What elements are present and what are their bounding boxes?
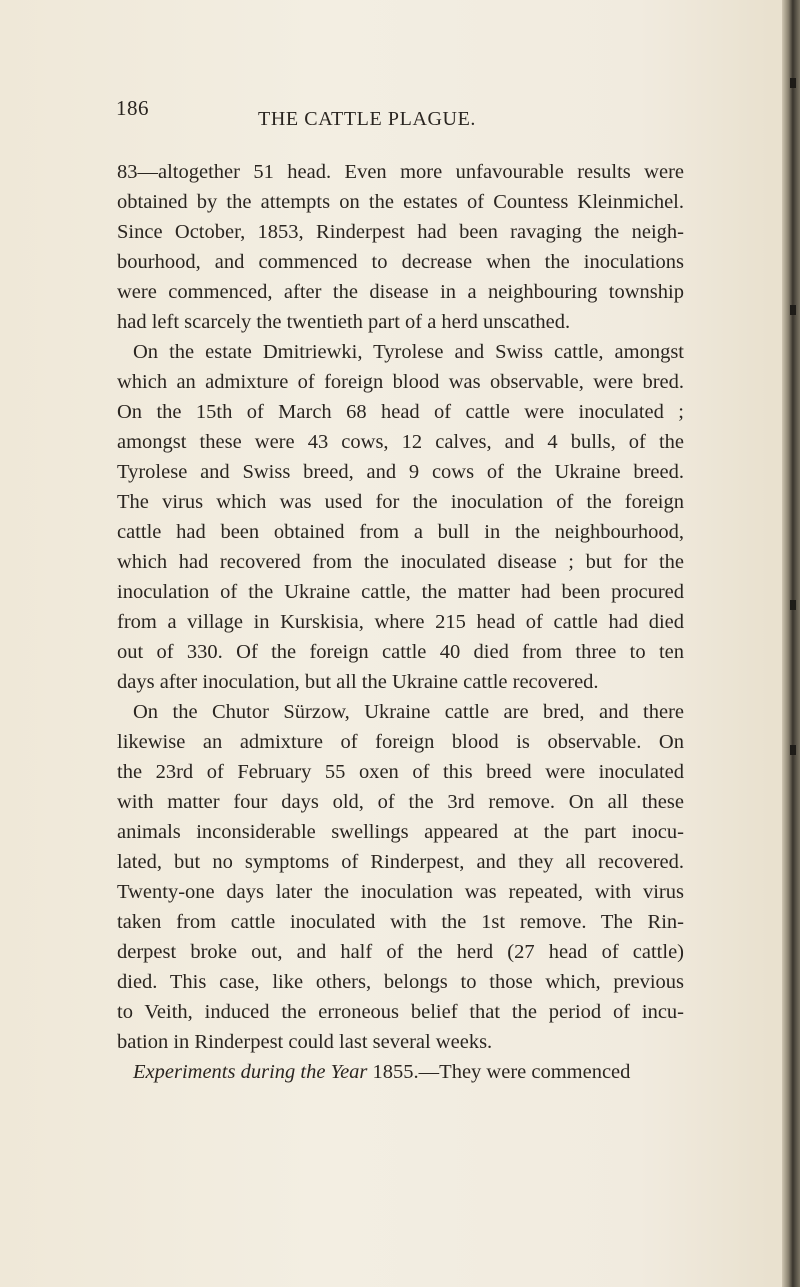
text-line: lated, but no symptoms of Rinderpest, and they all recovered. bbox=[117, 851, 684, 873]
text-line: obtained by the attempts on the estates of Countess Kleinmichel. bbox=[117, 191, 684, 213]
text-line: likewise an admixture of foreign blood is observable. On bbox=[117, 731, 684, 753]
text-line: animals inconsiderable swellings appeared at the part inocu- bbox=[117, 821, 684, 843]
binding-mark bbox=[790, 78, 796, 88]
text-line: were commenced, after the disease in a neighbouring township bbox=[117, 281, 684, 303]
text-line: had left scarcely the twentieth part of a herd unscathed. bbox=[117, 311, 571, 333]
binding-mark bbox=[790, 745, 796, 755]
text-line: Twenty-one days later the inoculation was repeated, with virus bbox=[117, 881, 684, 903]
text-line: with matter four days old, of the 3rd remove. On all these bbox=[117, 791, 684, 813]
text-line: the 23rd of February 55 oxen of this breed were inoculated bbox=[117, 761, 684, 783]
text-line: which had recovered from the inoculated disease ; but for the bbox=[117, 551, 684, 573]
text-line: died. This case, like others, belongs to those which, previous bbox=[117, 971, 684, 993]
text-line: out of 330. Of the foreign cattle 40 died from three to ten bbox=[117, 641, 684, 663]
text-line: On the Chutor Sürzow, Ukraine cattle are bred, and there bbox=[133, 701, 684, 723]
section-lead-text: 1855.—They were commenced bbox=[367, 1061, 631, 1083]
text-line: days after inoculation, but all the Ukraine cattle recovered. bbox=[117, 671, 599, 693]
page-number: 186 bbox=[116, 96, 149, 120]
text-line: Since October, 1853, Rinderpest had been ravaging the neigh- bbox=[117, 221, 684, 243]
text-line: which an admixture of foreign blood was observable, were bred. bbox=[117, 371, 684, 393]
text-line: Tyrolese and Swiss breed, and 9 cows of the Ukraine breed. bbox=[117, 461, 684, 483]
text-line: bation in Rinderpest could last several weeks. bbox=[117, 1031, 493, 1053]
page-header bbox=[0, 96, 780, 136]
text-line: inoculation of the Ukraine cattle, the matter had been procured bbox=[117, 581, 684, 603]
binding-mark bbox=[790, 600, 796, 610]
text-line: The virus which was used for the inoculation of the foreign bbox=[117, 491, 684, 513]
text-line: On the 15th of March 68 head of cattle were inoculated ; bbox=[117, 401, 684, 423]
text-line: amongst these were 43 cows, 12 calves, and 4 bulls, of the bbox=[117, 431, 684, 453]
text-line: 83—altogether 51 head. Even more unfavourable results were bbox=[117, 161, 684, 183]
text-line: derpest broke out, and half of the herd (27 head of cattle) bbox=[117, 941, 684, 963]
text-line: cattle had been obtained from a bull in the neighbourhood, bbox=[117, 521, 684, 543]
body-text bbox=[117, 157, 684, 1087]
text-line: bourhood, and commenced to decrease when the inoculations bbox=[117, 251, 684, 273]
running-head: THE CATTLE PLAGUE. bbox=[258, 108, 476, 130]
text-line: from a village in Kurskisia, where 215 head of cattle had died bbox=[117, 611, 684, 633]
section-lead-line bbox=[117, 1057, 684, 1087]
section-heading-italic: Experiments during the Year bbox=[133, 1061, 368, 1083]
binding-mark bbox=[790, 305, 796, 315]
text-line: On the estate Dmitriewki, Tyrolese and Swiss cattle, amongst bbox=[133, 341, 684, 363]
text-line: to Veith, induced the erroneous belief that the period of incu- bbox=[117, 1001, 684, 1023]
book-binding-edge bbox=[782, 0, 800, 1287]
text-line: taken from cattle inoculated with the 1st remove. The Rin- bbox=[117, 911, 684, 933]
